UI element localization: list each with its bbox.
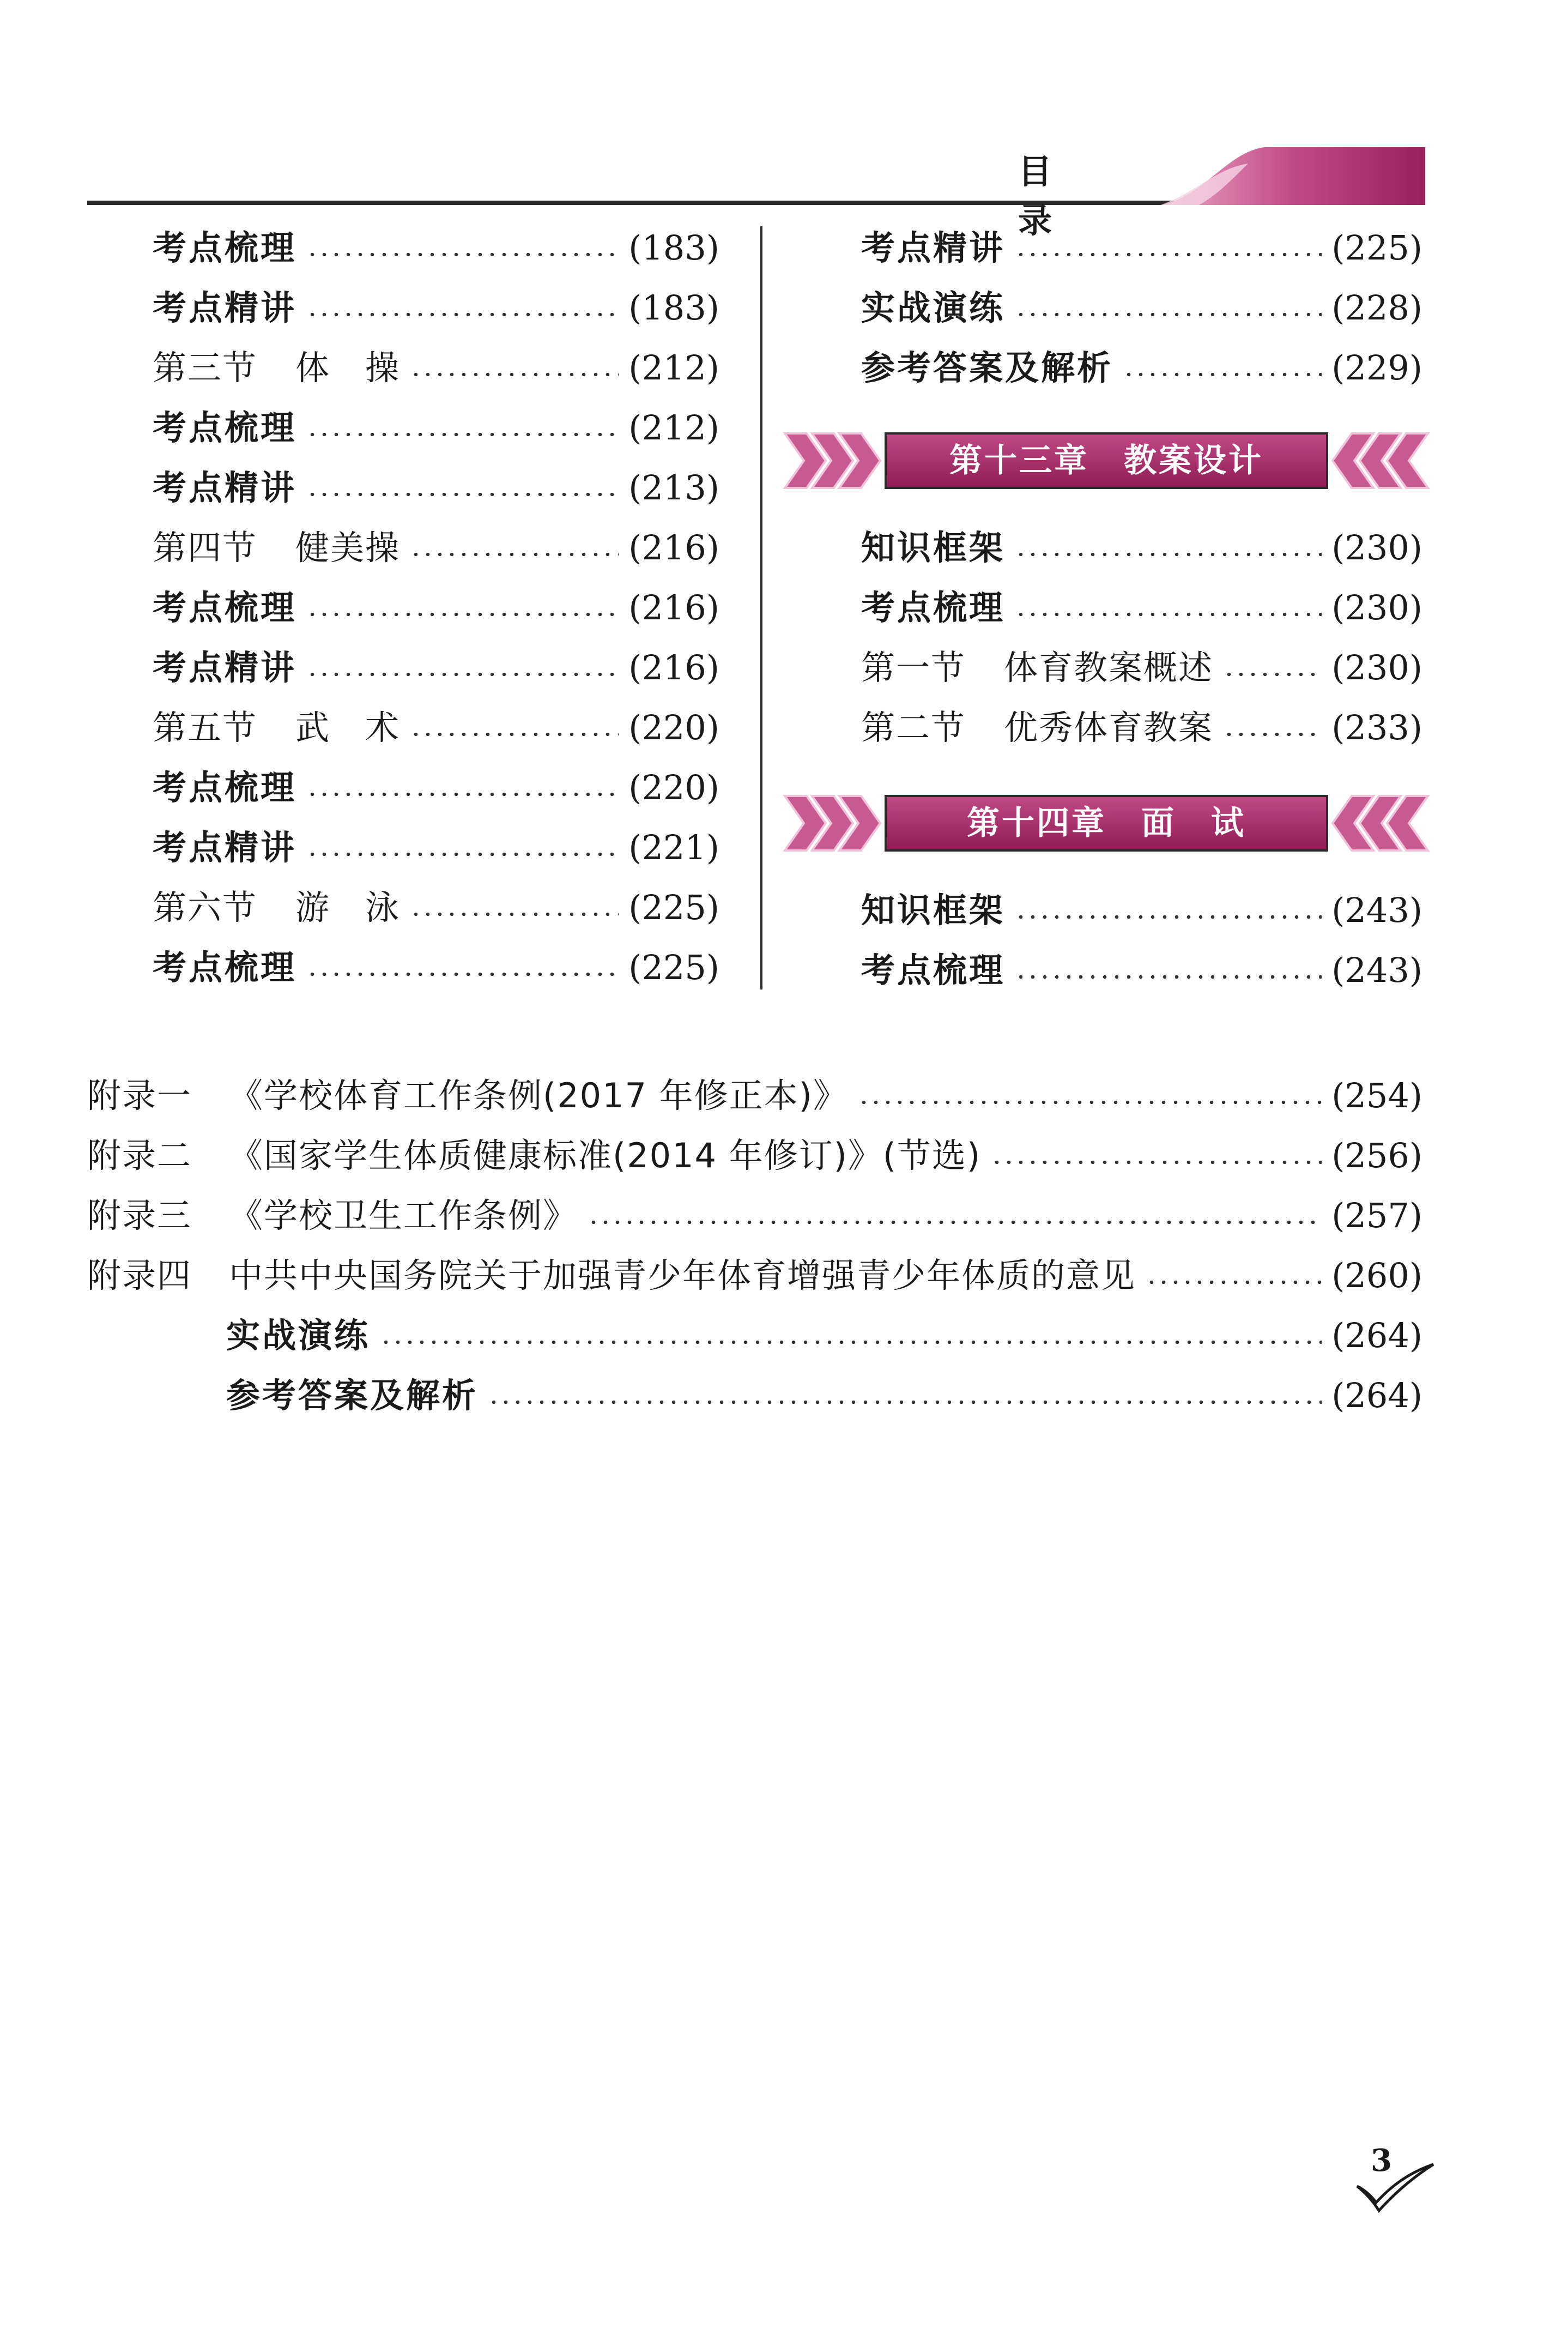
toc-entry-label: 知识框架 (861, 528, 1006, 568)
toc-entry[interactable] (153, 641, 719, 695)
toc-entry-page: (212) (628, 348, 719, 388)
toc-entry-label: 考点梳理 (153, 948, 297, 987)
appendix-entry[interactable] (87, 1248, 1422, 1303)
toc-entry-label: 考点精讲 (153, 828, 297, 867)
checkmark-icon (1352, 2159, 1439, 2213)
dot-leader (1015, 553, 1322, 556)
toc-entry-page: (230) (1331, 648, 1422, 687)
dot-leader (1015, 613, 1322, 616)
toc-entry[interactable] (861, 581, 1422, 635)
toc-section-entry[interactable] (153, 880, 719, 935)
dot-leader (991, 1161, 1322, 1164)
appendix-entry[interactable] (87, 1069, 1422, 1123)
toc-entry-page: (243) (1331, 890, 1422, 930)
dot-leader (1015, 975, 1322, 979)
toc-entry-label: 第五节 武 术 (153, 708, 401, 747)
dot-leader (1123, 373, 1322, 376)
dot-leader (1015, 253, 1322, 256)
toc-entry-page: (216) (628, 648, 719, 687)
toc-entry-page: (230) (1331, 528, 1422, 568)
toc-entry-page: (216) (628, 588, 719, 627)
toc-entry[interactable] (861, 521, 1422, 575)
chapter-banner[interactable] (779, 425, 1433, 496)
dot-leader (410, 373, 619, 376)
toc-section-entry[interactable] (153, 341, 719, 395)
toc-entry-label: 第六节 游 泳 (153, 888, 401, 927)
toc-entry[interactable] (226, 1308, 1422, 1363)
toc-entry[interactable] (153, 281, 719, 335)
toc-entry-label: 第一节 体育教案概述 (861, 648, 1214, 687)
toc-section-entry[interactable] (153, 521, 719, 575)
toc-entry-label: 第二节 优秀体育教案 (861, 708, 1214, 747)
toc-entry-label: 知识框架 (861, 890, 1006, 930)
appendix-entry[interactable] (87, 1129, 1422, 1183)
toc-entry[interactable] (153, 401, 719, 455)
toc-entry-label: 附录三 《学校卫生工作条例》 (87, 1196, 578, 1235)
toc-entry-label: 考点精讲 (153, 288, 297, 328)
dot-leader (306, 613, 619, 616)
toc-entry[interactable] (153, 820, 719, 875)
dot-leader (1015, 313, 1322, 316)
page-number: 3 (1371, 2143, 1392, 2179)
dot-leader (588, 1221, 1322, 1224)
toc-entry-page: (228) (1331, 288, 1422, 328)
toc-entry[interactable] (153, 761, 719, 815)
toc-section-entry[interactable] (861, 701, 1422, 755)
toc-entry-page: (233) (1331, 708, 1422, 747)
toc-entry-page: (221) (628, 828, 719, 867)
toc-entry-page: (212) (628, 408, 719, 448)
toc-entry-label: 参考答案及解析 (226, 1375, 479, 1415)
dot-leader (306, 793, 619, 796)
dot-leader (306, 853, 619, 856)
toc-entry-page: (183) (628, 288, 719, 328)
toc-entry-label: 考点梳理 (861, 950, 1006, 990)
toc-entry-label: 考点精讲 (153, 648, 297, 687)
dot-leader (306, 433, 619, 436)
toc-entry-page: (254) (1331, 1076, 1422, 1115)
dot-leader (1015, 915, 1322, 919)
toc-entry-label: 考点梳理 (153, 588, 297, 627)
toc-entry-page: (220) (628, 768, 719, 807)
toc-entry-page: (229) (1331, 348, 1422, 388)
chapter-banner[interactable] (779, 788, 1433, 859)
toc-entry-label: 实战演练 (861, 288, 1006, 328)
dot-leader (306, 973, 619, 976)
toc-entry-page: (230) (1331, 588, 1422, 627)
toc-entry-label: 第四节 健美操 (153, 528, 401, 568)
toc-entry-label: 附录四 中共中央国务院关于加强青少年体育增强青少年体质的意见 (87, 1256, 1136, 1295)
toc-entry[interactable] (861, 943, 1422, 998)
toc-entry-page: (256) (1331, 1136, 1422, 1175)
dot-leader (306, 313, 619, 316)
toc-entry-page: (260) (1331, 1256, 1422, 1295)
toc-entry-page: (264) (1331, 1316, 1422, 1355)
dot-leader (410, 553, 619, 556)
toc-entry[interactable] (153, 221, 719, 275)
toc-entry[interactable] (153, 461, 719, 515)
toc-entry[interactable] (861, 341, 1422, 395)
toc-entry[interactable] (153, 940, 719, 995)
dot-leader (380, 1341, 1322, 1344)
toc-entry-page: (225) (628, 948, 719, 987)
toc-entry-label: 考点梳理 (153, 228, 297, 268)
toc-entry-label: 考点精讲 (861, 228, 1006, 268)
toc-entry-label: 考点精讲 (153, 468, 297, 508)
toc-entry-label: 考点梳理 (153, 768, 297, 807)
page-title: 目 录 (1018, 152, 1074, 240)
toc-entry-label: 考点梳理 (861, 588, 1006, 627)
toc-entry-page: (213) (628, 468, 719, 508)
toc-entry-label: 第三节 体 操 (153, 348, 401, 388)
toc-entry[interactable] (153, 581, 719, 635)
toc-entry[interactable] (861, 281, 1422, 335)
dot-leader (306, 673, 619, 676)
toc-entry-page: (183) (628, 228, 719, 268)
header-rule (0, 131, 1568, 240)
dot-leader (306, 493, 619, 496)
toc-entry[interactable] (861, 883, 1422, 938)
dot-leader (306, 253, 619, 256)
dot-leader (1146, 1281, 1322, 1284)
toc-entry-page: (225) (1331, 228, 1422, 268)
toc-entry-page: (257) (1331, 1196, 1422, 1235)
appendix-entry[interactable] (87, 1188, 1422, 1243)
toc-entry-label: 实战演练 (226, 1316, 371, 1355)
toc-section-entry[interactable] (861, 641, 1422, 695)
dot-leader (410, 913, 619, 916)
dot-leader (410, 733, 619, 736)
toc-entry-label: 参考答案及解析 (861, 348, 1113, 388)
toc-entry-page: (264) (1331, 1375, 1422, 1415)
dot-leader (1223, 673, 1322, 676)
dot-leader (1223, 733, 1322, 736)
chapter-banner-title: 第十四章 面 试 (967, 804, 1246, 842)
dot-leader (858, 1101, 1322, 1104)
toc-entry-page: (243) (1331, 950, 1422, 990)
chapter-banner-title: 第十三章 教案设计 (949, 442, 1263, 480)
toc-entry[interactable] (226, 1368, 1422, 1423)
toc-section-entry[interactable] (153, 701, 719, 755)
toc-entry-page: (216) (628, 528, 719, 568)
toc-entry-label: 考点梳理 (153, 408, 297, 448)
toc-entry-page: (225) (628, 888, 719, 927)
dot-leader (488, 1401, 1322, 1404)
toc-entry[interactable] (861, 221, 1422, 275)
toc-entry-label: 附录二 《国家学生体质健康标准(2014 年修订)》(节选) (87, 1136, 982, 1175)
toc-entry-page: (220) (628, 708, 719, 747)
toc-entry-label: 附录一 《学校体育工作条例(2017 年修正本)》 (87, 1076, 848, 1115)
column-divider (760, 226, 762, 989)
